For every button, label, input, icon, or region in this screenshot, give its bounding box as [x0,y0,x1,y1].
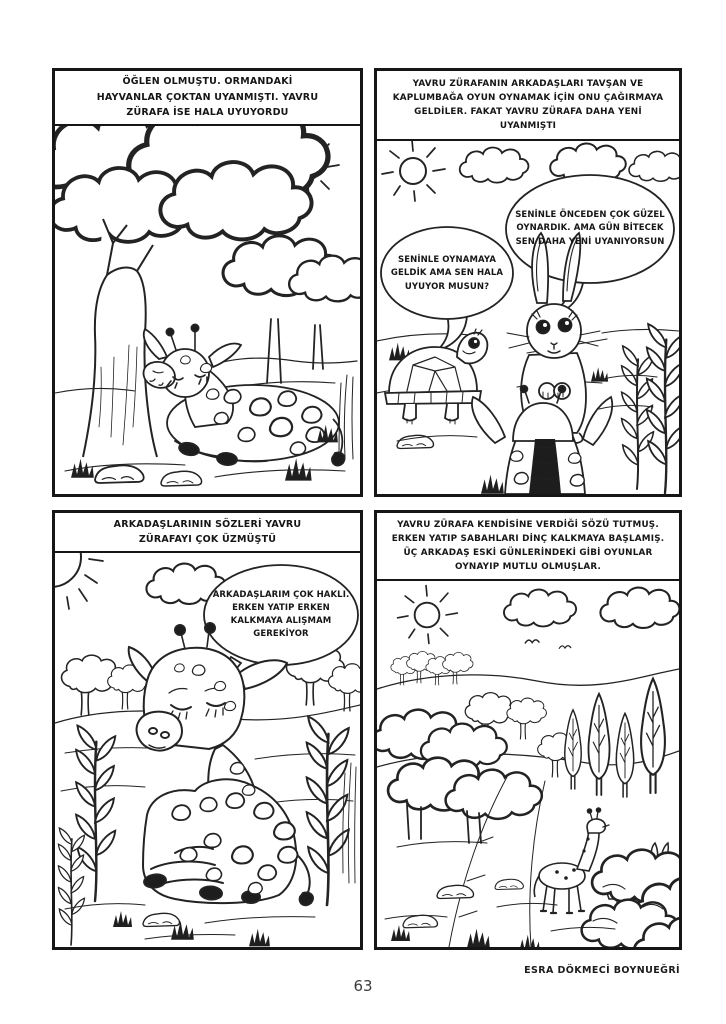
page-number: 63 [353,977,373,995]
grass-tuft [519,935,540,947]
sun-icon [382,141,445,201]
sun-icon [398,586,458,644]
poplar-tree [616,713,633,797]
panel-2-caption: YAVRU ZÜRAFANIN ARKADAŞLARI TAVŞAN VE KAPLUMBAĞA OYUN OYNAMAK İÇİN ONU ÇAĞIRMAYA GELDİLER. FAKAT YAVRU ZÜRAFA DAHA YENİ UYANMIŞTI [377,71,679,141]
tree [328,664,360,711]
background-trees [205,236,360,383]
grass-tuft [113,911,132,927]
panel-4-caption: YAVRU ZÜRAFA KENDİSİNE VERDİĞİ SÖZÜ TUTMUŞ. ERKEN YATIP SABAHLARI DİNÇ KALKMAYA BAŞLAMIŞ. ÜÇ ARKADAŞ ESKİ GÜNLERİNDEKİ GİBİ OYUNLAR OYNAYIP MUTLU OLMUŞLAR. [377,513,679,581]
grass-tuft [467,929,490,947]
panel-3-caption: ARKADAŞLARININ SÖZLERİ YAVRU ZÜRAFAYI ÇOK ÜZMÜŞTÜ [55,513,360,553]
panel-4-art [377,581,679,947]
far-hill [377,669,679,689]
panel-3 [52,510,363,950]
poplar-tree [641,679,665,793]
leafy-plant [307,717,349,906]
author-credit: ESRA DÖKMECİ BOYNUEĞRİ [524,965,680,976]
panel-1-caption: ÖĞLEN OLMUŞTU. ORMANDAKİ HAYVANLAR ÇOKTAN UYANMIŞTI. YAVRU ZÜRAFA İSE HALA UYUYORDU [55,71,360,126]
panel-4 [374,510,682,950]
bush-bank [582,850,679,947]
left-tree-cluster [377,710,542,847]
tree [443,653,473,685]
poplar-tree [588,694,609,795]
speech-bubble-giraffe-text: ARKADAŞLARIM ÇOK HAKLI. ERKEN YATIP ERKEN KALKMAYA ALIŞMAM GEREKİYOR [212,589,350,640]
cloud [460,147,529,182]
poplar-tree [565,710,581,789]
grass-tuft [591,367,608,381]
tall-grass [339,375,353,459]
sun-icon [55,553,103,609]
tree [507,698,546,739]
rock [143,913,180,926]
rock [397,435,434,448]
grass-tuft [481,475,504,494]
grass-tuft [249,929,270,947]
rock [95,465,144,483]
leafy-plant [58,828,84,945]
panel-1-art [55,126,360,494]
panel-3-art [55,553,360,947]
sad-giraffe [129,623,313,905]
rock [495,879,523,889]
speech-bubble-turtle-text: SENİNLE OYNAMAYA GELDİK AMA SEN HALA UYUYOR MUSUN? [390,255,504,292]
rock [437,885,474,898]
panel-1-illustration [55,126,360,494]
bird-icon [525,640,539,644]
cloud [629,151,679,181]
panel-2 [374,68,682,497]
panel-1 [52,68,363,497]
leafy-plant [76,726,115,902]
cloud [600,588,679,628]
bird-icon [559,646,571,649]
cloud [504,590,576,627]
small-giraffe [534,808,609,913]
rock [161,471,202,486]
panel-4-illustration [377,581,679,947]
rock [403,915,437,927]
speech-bubble-rabbit-text: SENİNLE ÖNCEDEN ÇOK GÜZEL OYNARDIK. AMA GÜN BİTECEK SEN DAHA YENİ UYANIYORSUN [515,210,665,247]
ground-lines [65,904,315,939]
tall-grass [343,763,356,883]
panel-2-art [377,141,679,494]
